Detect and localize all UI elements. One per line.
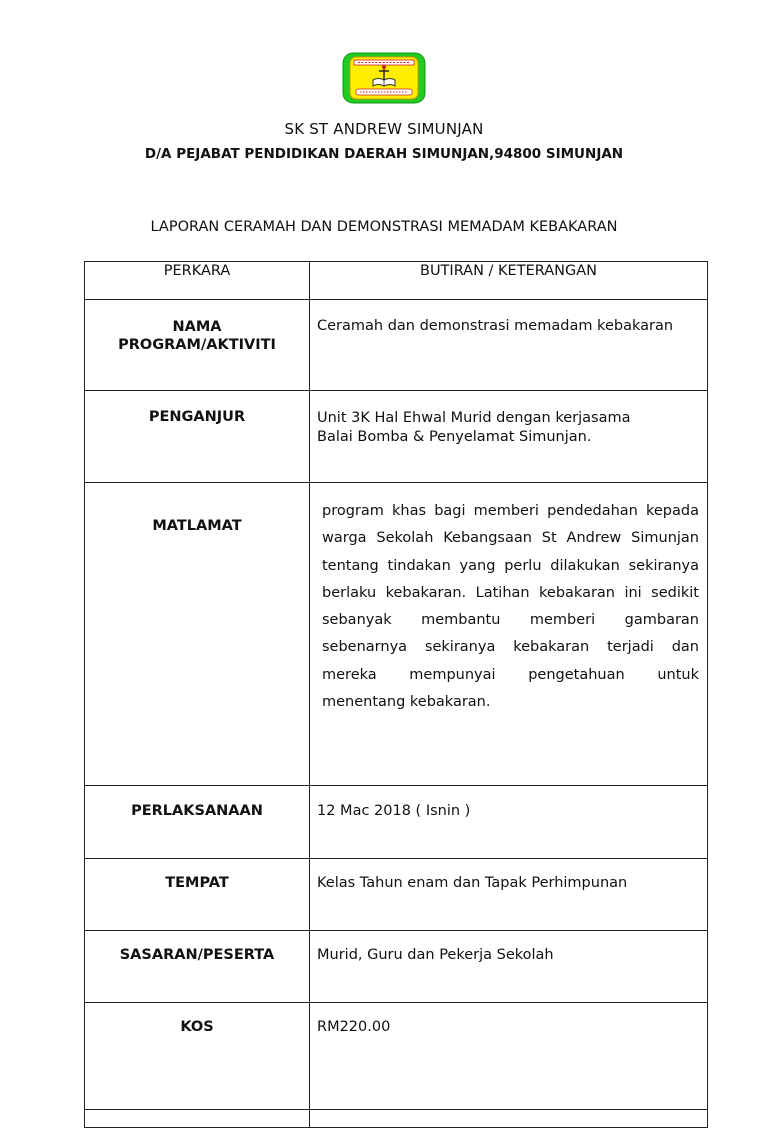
row-value-nama-program: Ceramah dan demonstrasi memadam kebakaran [310, 300, 708, 391]
row-value-matlamat: program khas bagi memberi pendedahan kepada warga Sekolah Kebangsaan St Andrew Simunjan tentang tindakan yang perlu dilakukan sekiranya berlaku kebakaran. Latihan kebakaran ini sedikit sebanyak membantu memberi gambaran sebenarnya sekiranya kebakaran terjadi dan mereka mempunyai pengetahuan untuk menentang kebakaran. [310, 483, 708, 786]
table-row [85, 483, 708, 786]
row-value-perlaksanaan: 12 Mac 2018 ( Isnin ) [310, 786, 708, 859]
table-row [85, 786, 708, 859]
row-key-penganjur: PENGANJUR [85, 391, 310, 483]
school-address: D/A PEJABAT PENDIDIKAN DAERAH SIMUNJAN,94800 SIMUNJAN [144, 146, 624, 162]
row-key-kos: KOS [85, 1003, 310, 1110]
table-row [85, 1003, 708, 1110]
row-key-sasaran: SASARAN/PESERTA [85, 931, 310, 1003]
row-value-penganjur: Unit 3K Hal Ehwal Murid dengan kerjasama Balai Bomba & Penyelamat Simunjan. [310, 391, 708, 483]
empty-cell [310, 1110, 708, 1128]
table-row [85, 859, 708, 931]
row-key-matlamat: MATLAMAT [85, 483, 310, 786]
school-name: SK ST ANDREW SIMUNJAN [284, 120, 484, 138]
row-key-nama-program: NAMA PROGRAM/AKTIVITI [85, 300, 310, 391]
table-header-row [85, 262, 708, 300]
empty-cell [85, 1110, 310, 1128]
school-crest-logo [342, 52, 426, 104]
column-header-perkara: PERKARA [85, 262, 310, 300]
row-key-tempat: TEMPAT [85, 859, 310, 931]
row-value-tempat: Kelas Tahun enam dan Tapak Perhimpunan [310, 859, 708, 931]
row-value-sasaran: Murid, Guru dan Pekerja Sekolah [310, 931, 708, 1003]
table-row [85, 931, 708, 1003]
row-value-kos: RM220.00 [310, 1003, 708, 1110]
table-row [85, 300, 708, 391]
column-header-butiran: BUTIRAN / KETERANGAN [310, 262, 708, 300]
table-row [85, 391, 708, 483]
report-table [84, 261, 708, 1128]
table-row-empty [85, 1110, 708, 1128]
row-key-perlaksanaan: PERLAKSANAAN [85, 786, 310, 859]
report-title: LAPORAN CERAMAH DAN DEMONSTRASI MEMADAM KEBAKARAN [150, 219, 618, 235]
